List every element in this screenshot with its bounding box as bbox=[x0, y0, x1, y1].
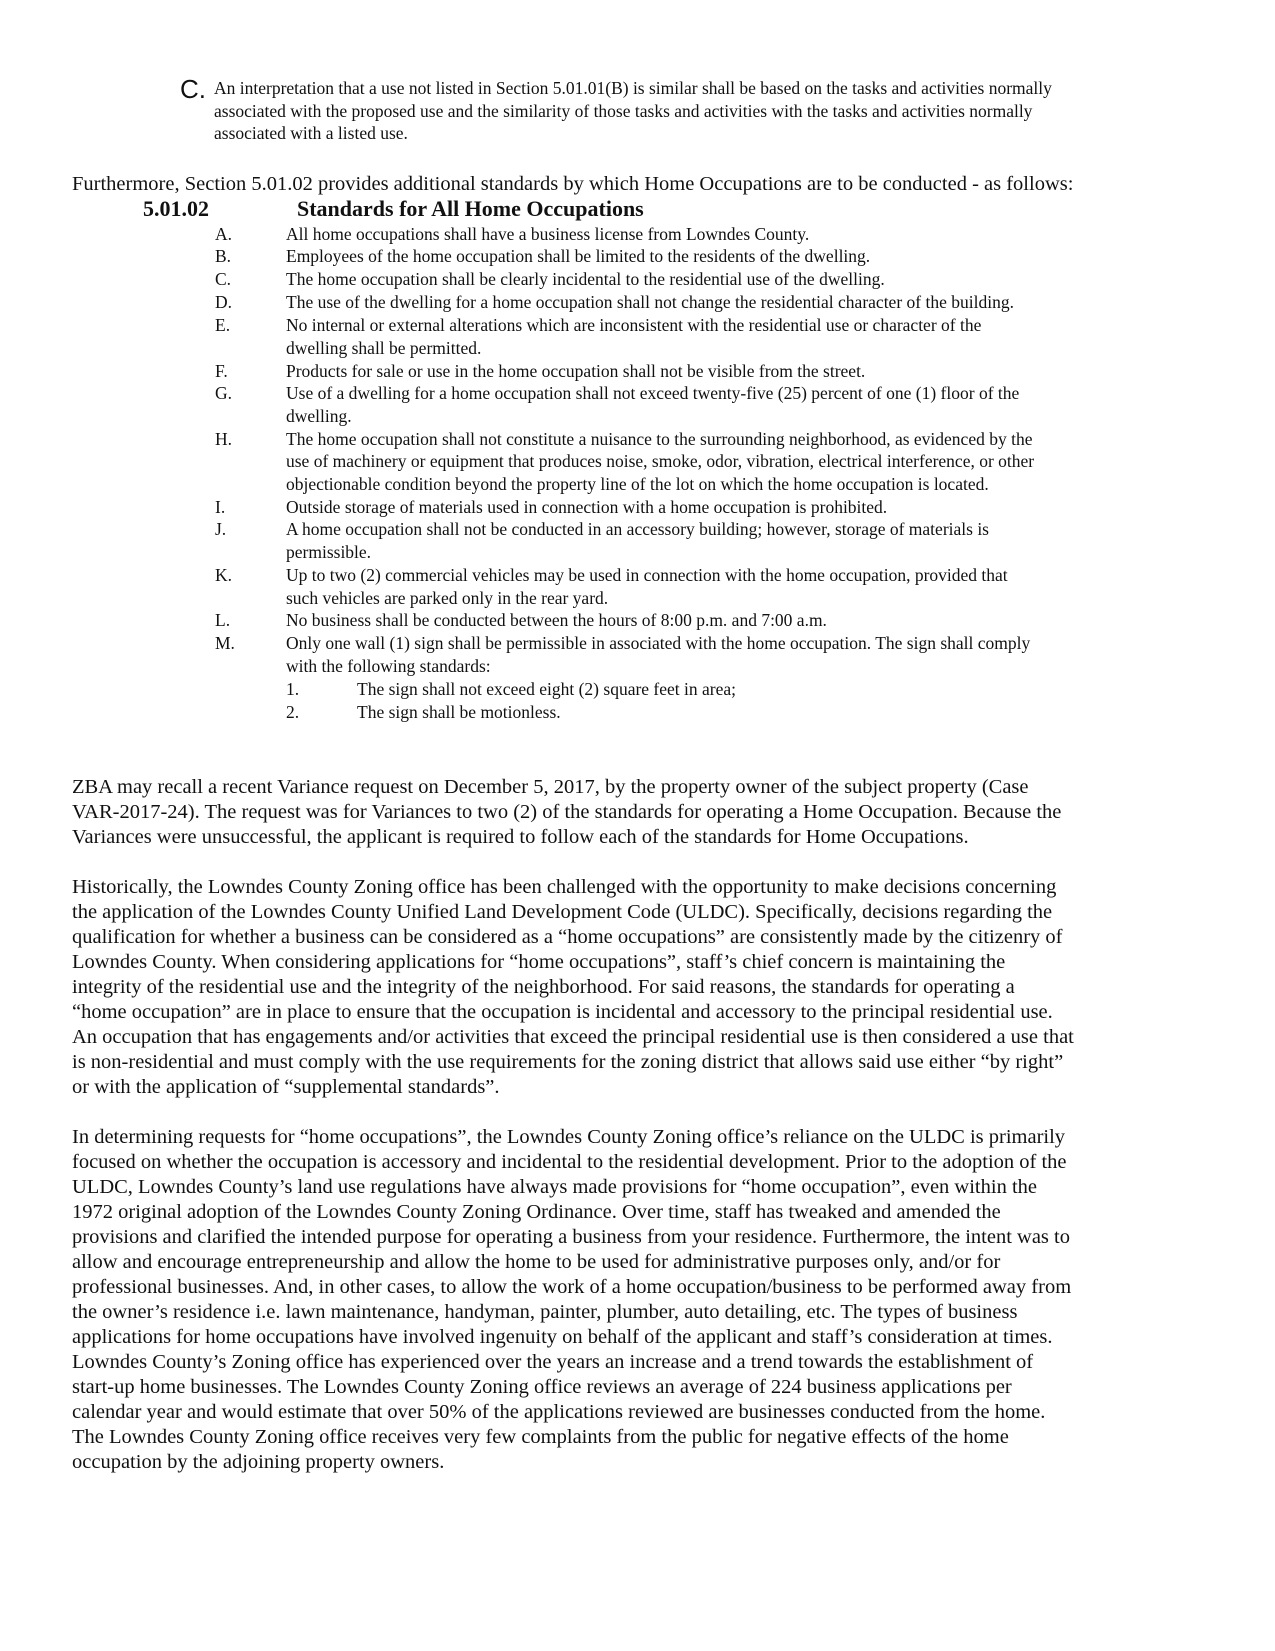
paragraph-line: focused on whether the occupation is accessory and incidental to the residential development. Prior to the adoption of the bbox=[72, 1151, 1067, 1173]
paragraph-line: is non-residential and must comply with the use requirements for the zoning district that allows said use either “by right” bbox=[72, 1051, 1064, 1073]
list-marker: I. bbox=[215, 497, 226, 517]
paragraph-line: Historically, the Lowndes County Zoning office has been challenged with the opportunity to make decisions concerning bbox=[72, 876, 1057, 898]
paragraph-line: calendar year and would estimate that over 50% of the applications reviewed are businesses conducted from the home. bbox=[72, 1401, 1046, 1423]
list-marker: J. bbox=[215, 519, 227, 539]
list-item-text: Only one wall (1) sign shall be permissible in associated with the home occupation. The sign shall comply bbox=[286, 633, 1031, 653]
list-item-text: Products for sale or use in the home occupation shall not be visible from the street. bbox=[286, 361, 866, 381]
paragraph-line: qualification for whether a business can be considered as a “home occupations” are consistently made by the citizenry of bbox=[72, 926, 1063, 948]
paragraph-line: Lowndes County. When considering applications for “home occupations”, staff’s chief concern is maintaining the bbox=[72, 951, 1006, 973]
paragraph-line: The Lowndes County Zoning office receives very few complaints from the public for negative effects of the home bbox=[72, 1426, 1009, 1448]
section-title: Standards for All Home Occupations bbox=[297, 196, 644, 221]
list-item-text: Use of a dwelling for a home occupation shall not exceed twenty-five (25) percent of one (1) floor of the bbox=[286, 383, 1020, 403]
item-c-text-line: associated with the proposed use and the similarity of those tasks and activities with the tasks and activities normally bbox=[214, 101, 1033, 121]
paragraph-line: 1972 original adoption of the Lowndes County Zoning Ordinance. Over time, staff has tweaked and amended the bbox=[72, 1201, 1001, 1223]
list-marker: G. bbox=[215, 383, 233, 403]
list-item-text: with the following standards: bbox=[286, 656, 491, 676]
sublist-item-text: The sign shall not exceed eight (2) square feet in area; bbox=[357, 679, 737, 699]
sublist-marker: 1. bbox=[286, 679, 300, 699]
paragraph-line: Variances were unsuccessful, the applicant is required to follow each of the standards for Home Occupations. bbox=[72, 826, 969, 848]
list-marker: A. bbox=[215, 224, 233, 244]
list-item-text: objectionable condition beyond the property line of the lot on which the home occupation is located. bbox=[286, 474, 989, 494]
list-marker: D. bbox=[215, 292, 233, 312]
list-marker: E. bbox=[215, 315, 231, 335]
list-item-text: such vehicles are parked only in the rear yard. bbox=[286, 588, 609, 608]
paragraph-line: integrity of the residential use and the integrity of the neighborhood. For said reasons, the standards for operating a bbox=[72, 976, 1015, 998]
list-item-text: The home occupation shall not constitute a nuisance to the surrounding neighborhood, as evidenced by the bbox=[286, 429, 1033, 449]
sublist-item-text: The sign shall be motionless. bbox=[357, 702, 561, 722]
paragraph-line: applications for home occupations have involved ingenuity on behalf of the applicant and staff’s consideration at times. bbox=[72, 1326, 1053, 1348]
list-item-text: A home occupation shall not be conducted in an accessory building; however, storage of materials is bbox=[286, 519, 989, 539]
paragraph-line: professional businesses. And, in other cases, to allow the work of a home occupation/business to be performed away from bbox=[72, 1276, 1072, 1298]
list-item-text: No internal or external alterations which are inconsistent with the residential use or character of the bbox=[286, 315, 982, 335]
list-marker: M. bbox=[215, 633, 235, 653]
paragraph-line: ZBA may recall a recent Variance request on December 5, 2017, by the property owner of the subject property (Case bbox=[72, 776, 1029, 798]
item-c-marker: C. bbox=[180, 74, 206, 104]
paragraph-line: or with the application of “supplemental standards”. bbox=[72, 1076, 500, 1098]
list-marker: L. bbox=[215, 610, 231, 630]
list-item-text: No business shall be conducted between the hours of 8:00 p.m. and 7:00 a.m. bbox=[286, 610, 827, 630]
list-item-text: dwelling. bbox=[286, 406, 352, 426]
paragraph-line: the application of the Lowndes County Unified Land Development Code (ULDC). Specifically, decisions regarding the bbox=[72, 901, 1053, 923]
list-item-text: dwelling shall be permitted. bbox=[286, 338, 482, 358]
list-marker: F. bbox=[215, 361, 228, 381]
paragraph-line: the owner’s residence i.e. lawn maintenance, handyman, painter, plumber, auto detailing, etc. The types of business bbox=[72, 1301, 1018, 1323]
list-item-text: The use of the dwelling for a home occupation shall not change the residential character of the building. bbox=[286, 292, 1014, 312]
list-marker: B. bbox=[215, 246, 232, 266]
section-number: 5.01.02 bbox=[143, 196, 209, 221]
list-marker: K. bbox=[215, 565, 233, 585]
paragraph-line: Lowndes County’s Zoning office has experienced over the years an increase and a trend towards the establishment of bbox=[72, 1351, 1034, 1373]
paragraph-line: VAR-2017-24). The request was for Variances to two (2) of the standards for operating a Home Occupation. Because the bbox=[72, 801, 1062, 823]
list-item-text: Up to two (2) commercial vehicles may be used in connection with the home occupation, provided that bbox=[286, 565, 1008, 585]
sublist-marker: 2. bbox=[286, 702, 300, 722]
paragraph-line: In determining requests for “home occupations”, the Lowndes County Zoning office’s reliance on the ULDC is primarily bbox=[72, 1126, 1066, 1148]
list-item-text: Outside storage of materials used in connection with a home occupation is prohibited. bbox=[286, 497, 888, 517]
list-item-text: The home occupation shall be clearly incidental to the residential use of the dwelling. bbox=[286, 269, 885, 289]
list-marker: H. bbox=[215, 429, 233, 449]
paragraph-line: allow and encourage entrepreneurship and allow the home to be used for administrative purposes only, and/or for bbox=[72, 1251, 1001, 1273]
list-marker: C. bbox=[215, 269, 232, 289]
paragraph-line: start-up home businesses. The Lowndes County Zoning office reviews an average of 224 business applications per bbox=[72, 1376, 1012, 1398]
item-c-text-line: associated with a listed use. bbox=[214, 123, 408, 143]
paragraph-line: “home occupation” are in place to ensure that the occupation is incidental and accessory to the principal residential use. bbox=[72, 1001, 1053, 1023]
list-item-text: All home occupations shall have a business license from Lowndes County. bbox=[286, 224, 810, 244]
paragraph-line: An occupation that has engagements and/or activities that exceed the principal residential use is then considered a use that bbox=[72, 1026, 1074, 1048]
list-item-text: Employees of the home occupation shall be limited to the residents of the dwelling. bbox=[286, 246, 871, 266]
item-c-text-line: An interpretation that a use not listed in Section 5.01.01(B) is similar shall be based on the tasks and activities normally bbox=[214, 78, 1052, 98]
list-item-text: use of machinery or equipment that produces noise, smoke, odor, vibration, electrical interference, or other bbox=[286, 451, 1035, 471]
paragraph-line: provisions and clarified the intended purpose for operating a business from your residence. Furthermore, the intent was to bbox=[72, 1226, 1070, 1248]
list-item-text: permissible. bbox=[286, 542, 372, 562]
intro-sentence: Furthermore, Section 5.01.02 provides additional standards by which Home Occupations are to be conducted - as follows: bbox=[72, 173, 1074, 195]
paragraph-line: ULDC, Lowndes County’s land use regulations have always made provisions for “home occupation”, even within the bbox=[72, 1176, 1037, 1198]
paragraph-line: occupation by the adjoining property owners. bbox=[72, 1451, 445, 1473]
